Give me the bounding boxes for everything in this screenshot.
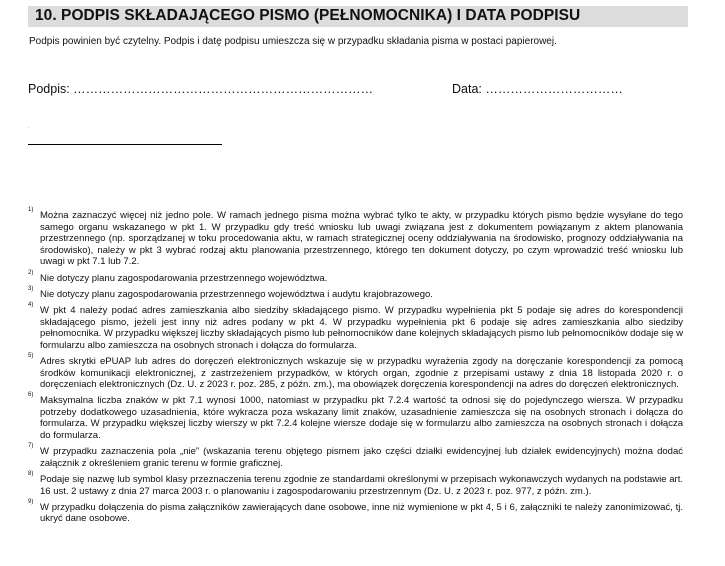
footnote-item: [28, 471, 683, 497]
footnote-item: [28, 498, 683, 525]
footnote-text: W pkt 4 należy podać adres zamieszkania albo siedziby składającego pismo. W przypadku wypełnienia pkt 5 podaje się adres do korespondencji składającego pismo, jeżeli jest inny niż adres podany w pkt 4. W przypadku wypełnienia pkt 6 podaje się adres zamieszkania albo siedziby pełnomocnika. W przypadku większej liczby składających pismo lub pełnomocników dane kolejnych składających pismo lub pełnomocników dodaje się w formularzu albo zamieszcza na osobnych stronach i dołącza do formularza.: [40, 304, 683, 351]
signature-field[interactable]: Podpis: ………………………………………………………………: [28, 82, 374, 96]
footnote-item: [28, 301, 683, 351]
stray-mark: .: [28, 124, 30, 130]
footnote-number: 2): [28, 269, 34, 276]
footnote-item: [28, 392, 683, 442]
footnote-item: [28, 269, 683, 285]
footnote-item: [28, 352, 683, 391]
footnote-number: 1): [28, 207, 34, 213]
footnote-text: Adres skrytki ePUAP lub adres do doręczeń elektronicznych wskazuje się w przypadku wyrażenia zgody na doręczanie korespondencji za pomocą środków komunikacji elektronicznej, z zastrzeżeniem przypadków, w których organ, zgodnie z przepisami ustawy z dnia 18 listopada 2020 r. o doręczeniach elektronicznych (Dz. U. z 2023 r. poz. 285, z późn. zm.), ma obowiązek doręczenia korespondencji na adres do doręczeń elektronicznych.: [40, 355, 683, 391]
intro-text: Podpis powinien być czytelny. Podpis i datę podpisu umieszcza się w przypadku składania pisma w postaci papierowej.: [29, 36, 557, 47]
footnote-text: Maksymalna liczba znaków w pkt 7.1 wynosi 1000, natomiast w przypadku pkt 7.2.4 wartość ta odnosi się do pojedynczego wiersza. W przypadku potrzeby dodatkowego uzasadnienia, które wykracza poza wskazany limit znaków, uzasadnienie zamieszcza się na osobnych stronach i dołącza do formularza. W przypadku większej liczby wierszy w pkt 7.2.4 kolejne wiersze dodaje się w formularzu albo zamieszcza na osobnych stronach i dołącza do formularza.: [40, 395, 683, 442]
footnote-text: W przypadku zaznaczenia pola „nie” (wskazania terenu objętego pismem jako części działki ewidencyjnej lub działek ewidencyjnych) można dodać załącznik z określeniem granic terenu w formie graficznej.: [40, 446, 683, 469]
footnote-separator: [28, 144, 222, 145]
footnote-text: Nie dotyczy planu zagospodarowania przestrzennego województwa.: [40, 272, 328, 284]
footnote-number: 8): [28, 471, 34, 478]
footnote-text: Nie dotyczy planu zagospodarowania przestrzennego województwa i audytu krajobrazowego.: [40, 288, 433, 300]
footnote-number: 3): [28, 285, 34, 292]
footnotes-list: [28, 207, 683, 530]
footnote-number: 6): [28, 392, 34, 399]
footnote-item: [28, 443, 683, 469]
footnote-item: [28, 285, 683, 301]
footnote-text: W przypadku dołączenia do pisma załączników zawierających dane osobowe, inne niż wymienione w pkt 4, 5 i 6, załączniki te należy zanonimizować, tj. ukryć dane osobowe.: [40, 501, 683, 525]
footnote-number: 4): [28, 301, 34, 308]
footnote-number: 9): [28, 498, 34, 505]
section-title: 10. PODPIS SKŁADAJĄCEGO PISMO (PEŁNOMOCNIKA) I DATA PODPISU: [35, 7, 581, 24]
section-header: [28, 6, 688, 27]
footnote-item: [28, 207, 683, 268]
footnote-text: Można zaznaczyć więcej niż jedno pole. W ramach jednego pisma można wybrać tylko te akty, w przypadku których pismo będzie wysyłane do tego samego organu wskazanego w pkt 1. W przypadku gdy treść wniosku lub uwagi związana jest z dokumentem powiązanym z aktem planowania przestrzennego (np. sporządzanej w toku procedowania aktu, w ramach strategicznej oceny oddziaływania na środowisko, prognozy oddziaływania na środowisko), należy w pkt 3 wybrać rodzaj aktu planowania przestrzennego, którego ten dokument dotyczy, po czym wprowadzić treść wniosku lub uwagi w pkt 7.1 lub 7.2.: [40, 210, 683, 268]
date-field[interactable]: Data: ……………………………: [452, 82, 623, 96]
footnote-number: 7): [28, 443, 34, 450]
footnote-number: 5): [28, 352, 34, 359]
footnote-text: Podaje się nazwę lub symbol klasy przeznaczenia terenu zgodnie ze standardami określonymi w przepisach wykonawczych wydanych na podstawie art. 16 ust. 2 ustawy z dnia 27 marca 2003 r. o planowaniu i zagospodarowaniu przestrzennym (Dz. U. z 2023 r. poz. 977, z późn. zm.).: [40, 474, 683, 497]
